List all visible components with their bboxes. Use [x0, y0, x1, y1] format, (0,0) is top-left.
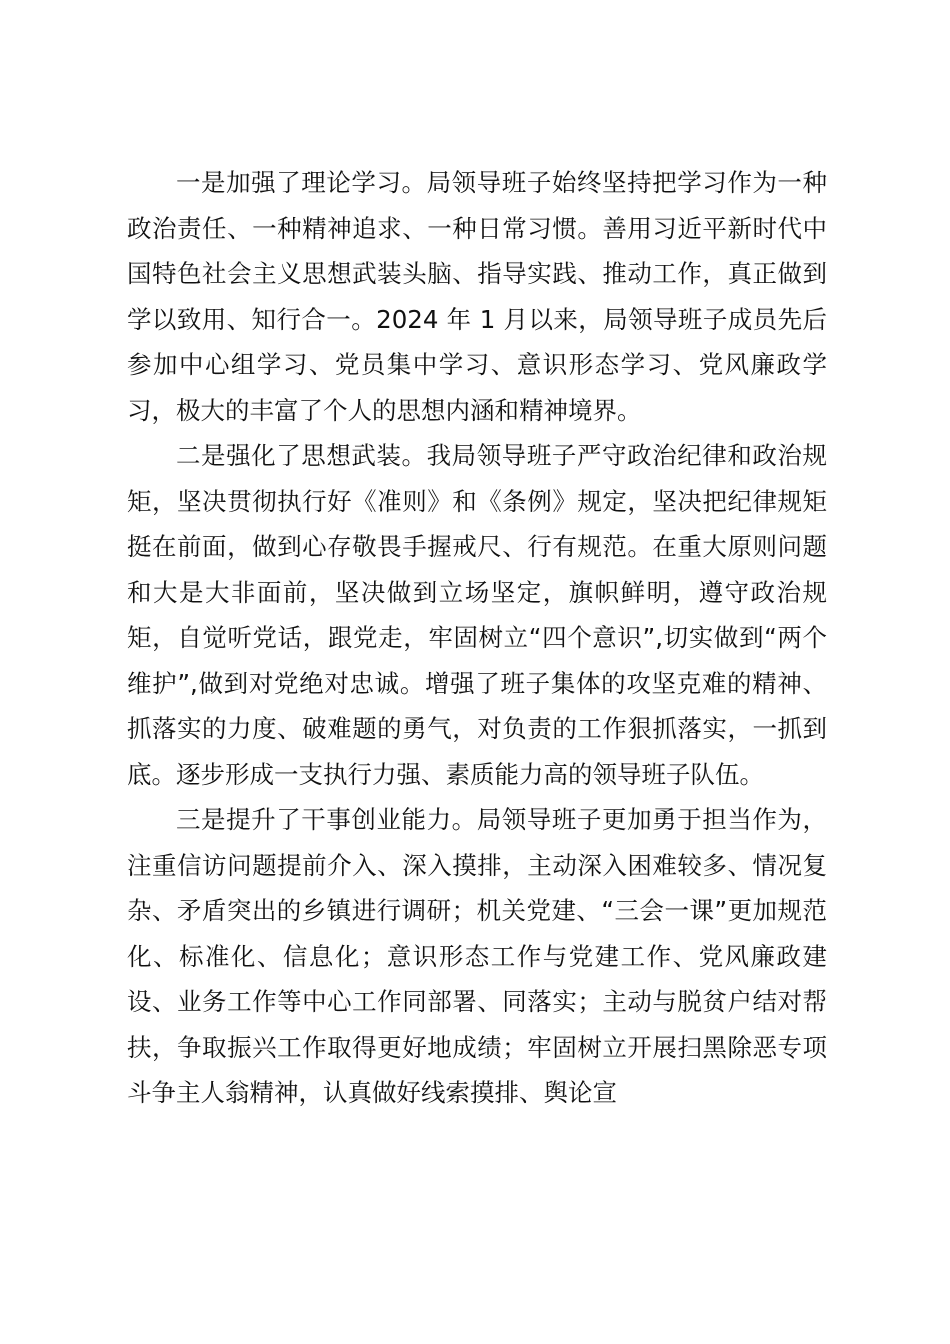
paragraph-entrepreneurial-capability: 三是提升了干事创业能力。局领导班子更加勇于担当作为，注重信访问题提前介入、深入摸排，主动深入困难较多、情况复杂、矛盾突出的乡镇进行调研；机关党建、“三会一课”更加规范化、标准化、信息化；意识形态工作与党建工作、党风廉政建设、业务工作等中心工作同部署、同落实；主动与脱贫户结对帮扶，争取振兴工作取得更好地成绩；牢固树立开展扫黑除恶专项斗争主人翁精神，认真做好线索摸排、舆论宣	[127, 805, 827, 1107]
paragraph-ideological-armament: 二是强化了思想武装。我局领导班子严守政治纪律和政治规矩，坚决贯彻执行好《准则》和《条例》规定，坚决把纪律规矩挺在前面，做到心存敬畏手握戒尺、行有规范。在重大原则问题和大是大非面前，坚决做到立场坚定，旗帜鲜明，遵守政治规矩，自觉听党话，跟党走，牢固树立“四个意识”,切实做到“两个维护”,做到对党绝对忠诚。增强了班子集体的攻坚克难的精神、抓落实的力度、破难题的勇气，对负责的工作狠抓落实，一抓到底。逐步形成一支执行力强、素质能力高的领导班子队伍。	[127, 441, 827, 789]
paragraph-theory-study: 一是加强了理论学习。局领导班子始终坚持把学习作为一种政治责任、一种精神追求、一种日常习惯。善用习近平新时代中国特色社会主义思想武装头脑、指导实践、推动工作，真正做到学以致用、知行合一。2024 年 1 月以来，局领导班子成员先后参加中心组学习、党员集中学习、意识形态学习、党风廉政学习，极大的丰富了个人的思想内涵和精神境界。	[127, 168, 827, 425]
document-body	[127, 160, 827, 1116]
